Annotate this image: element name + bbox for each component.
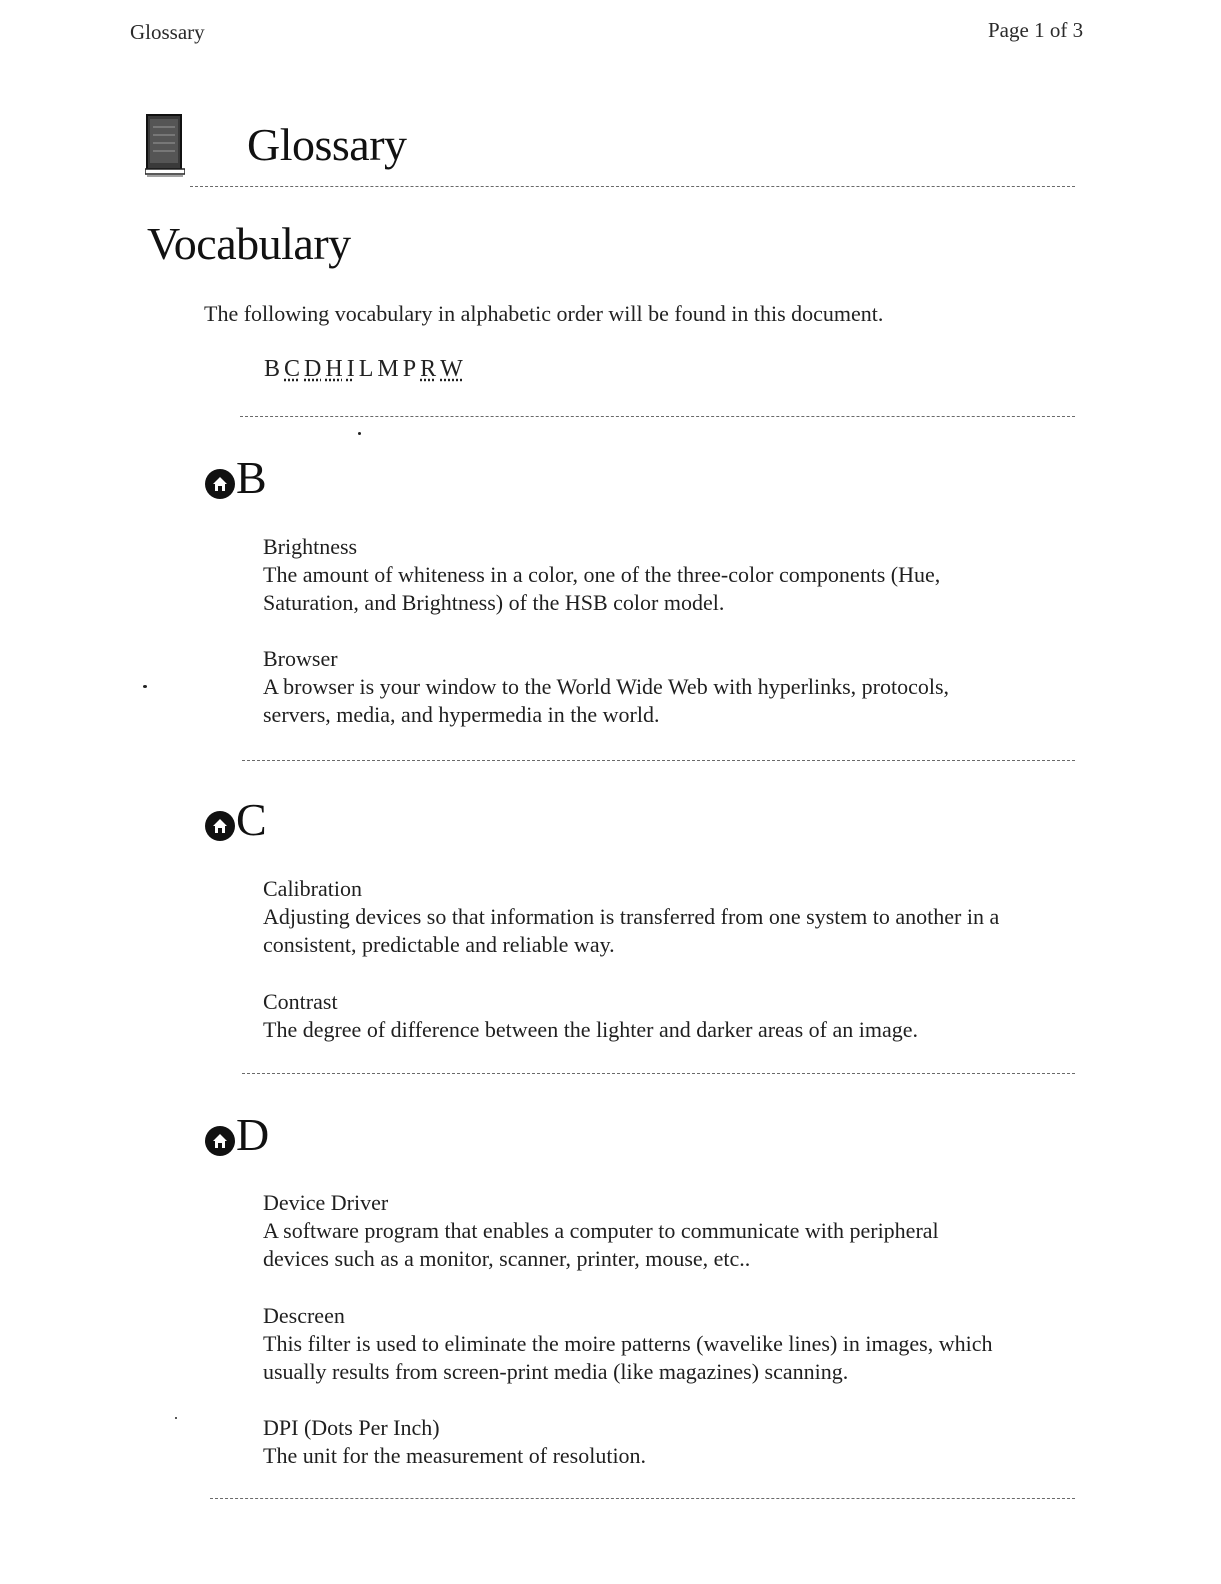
term-definition: The unit for the measurement of resolution. bbox=[263, 1443, 647, 1468]
index-link-b[interactable]: B bbox=[264, 356, 281, 382]
scan-speck bbox=[175, 1417, 177, 1419]
term-name: DPI (Dots Per Inch) bbox=[263, 1415, 440, 1440]
term-definition: A browser is your window to the World Wide Web with hyperlinks, protocols, servers, media, and hypermedia in the world. bbox=[263, 674, 950, 727]
term-definition: The amount of whiteness in a color, one of the three-color components (Hue, Saturation, and Brightness) of the HSB color model. bbox=[263, 562, 941, 615]
index-link-i[interactable]: I bbox=[346, 356, 355, 382]
term-definition: This filter is used to eliminate the moire patterns (wavelike lines) in images, which usually results from screen-print media (like magazines) scanning. bbox=[263, 1331, 993, 1384]
index-link-p[interactable]: P bbox=[402, 356, 417, 382]
term-definition: Adjusting devices so that information is transferred from one system to another in a consistent, predictable and reliable way. bbox=[263, 904, 1000, 957]
term-entry bbox=[263, 1302, 1063, 1386]
index-link-w[interactable]: W bbox=[440, 356, 463, 382]
scan-speck bbox=[143, 685, 147, 688]
index-divider bbox=[240, 416, 1075, 417]
page-number: Page 1 of 3 bbox=[988, 18, 1084, 42]
index-link-h[interactable]: H bbox=[325, 356, 343, 382]
term-entry bbox=[263, 645, 1063, 729]
letter-heading-b bbox=[205, 445, 267, 501]
term-entry bbox=[263, 875, 1063, 959]
term-definition: The degree of difference between the lighter and darker areas of an image. bbox=[263, 1017, 918, 1042]
term-name: Contrast bbox=[263, 989, 338, 1014]
index-link-m[interactable]: M bbox=[377, 356, 399, 382]
term-name: Device Driver bbox=[263, 1190, 389, 1215]
index-link-l[interactable]: L bbox=[358, 356, 374, 382]
term-entry bbox=[263, 1414, 1063, 1470]
index-link-r[interactable]: R bbox=[420, 356, 437, 382]
term-entry bbox=[263, 988, 1063, 1044]
section-title: Vocabulary bbox=[147, 218, 351, 269]
index-link-c[interactable]: C bbox=[284, 356, 301, 382]
term-entry bbox=[263, 1189, 1063, 1273]
term-definition: A software program that enables a computer to communicate with peripheral devices such as a monitor, scanner, printer, mouse, etc.. bbox=[263, 1218, 939, 1271]
page-title: Glossary bbox=[247, 119, 407, 170]
term-name: Calibration bbox=[263, 876, 362, 901]
letter-heading-d bbox=[205, 1102, 269, 1158]
home-icon[interactable] bbox=[205, 1126, 235, 1156]
letter-heading-label: D bbox=[236, 1109, 270, 1160]
group-divider bbox=[242, 760, 1075, 761]
index-link-d[interactable]: D bbox=[304, 356, 322, 382]
letter-heading-label: B bbox=[236, 452, 267, 503]
term-name: Descreen bbox=[263, 1303, 345, 1328]
scan-speck bbox=[358, 432, 361, 435]
header-divider bbox=[190, 186, 1075, 187]
term-name: Browser bbox=[263, 646, 338, 671]
home-icon[interactable] bbox=[205, 811, 235, 841]
alphabet-index bbox=[264, 356, 467, 383]
term-name: Brightness bbox=[263, 534, 358, 559]
letter-heading-label: C bbox=[236, 794, 267, 845]
group-divider bbox=[242, 1073, 1075, 1074]
letter-heading-c bbox=[205, 787, 267, 843]
home-icon[interactable] bbox=[205, 469, 235, 499]
intro-text: The following vocabulary in alphabetic order will be found in this document. bbox=[204, 301, 884, 326]
term-entry bbox=[263, 533, 1063, 617]
running-head-title: Glossary bbox=[130, 20, 205, 44]
bottom-divider bbox=[210, 1498, 1075, 1499]
book-icon bbox=[145, 113, 185, 179]
